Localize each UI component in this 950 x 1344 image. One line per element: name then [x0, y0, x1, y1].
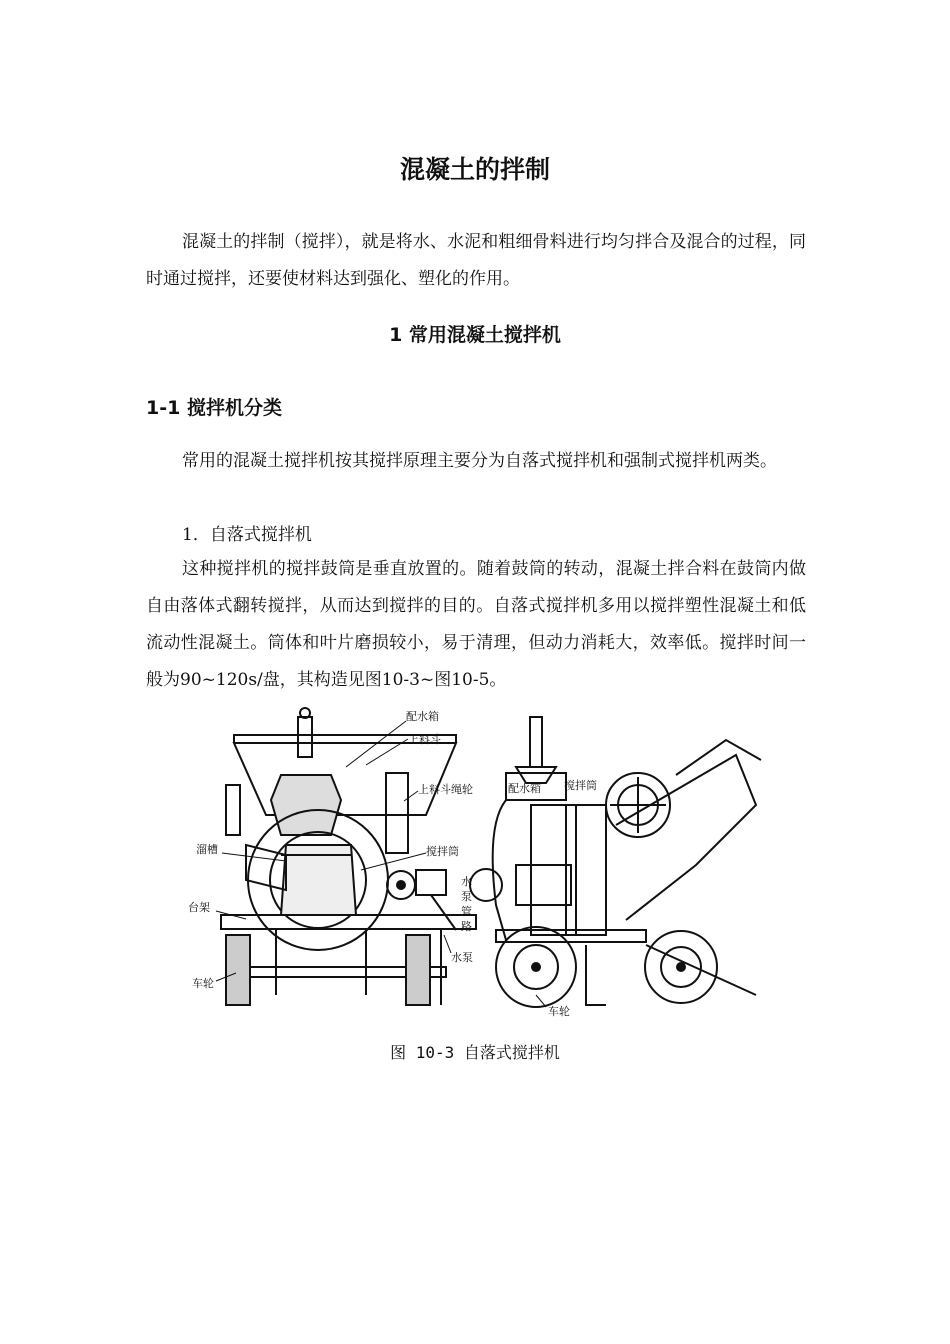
document-title: 混凝土的拌制	[399, 155, 550, 184]
label-hopper: 上料斗	[408, 733, 441, 746]
label-wheel-right: 车轮	[548, 1005, 570, 1018]
list-item-label: 1．自落式搅拌机	[182, 525, 312, 545]
label-wheel-left: 车轮	[192, 977, 214, 990]
label-water-tank-right: 配水箱	[508, 782, 541, 795]
label-chute: 溜槽	[196, 843, 218, 856]
classification-paragraph: 常用的混凝土搅拌机按其搅拌原理主要分为自落式搅拌机和强制式搅拌机两类。	[182, 451, 777, 471]
label-water-tank-left: 配水箱	[406, 710, 439, 723]
intro-paragraph: 混凝土的拌制（搅拌），就是将水、水泥和粗细骨料进行均匀拌合及混合的过程，同时通过搅拌，还要使材料达到强化、塑化的作用。	[146, 232, 806, 289]
free-fall-paragraph: 这种搅拌机的搅拌鼓筒是垂直放置的。随着鼓筒的转动，混凝土拌合料在鼓筒内做自由落体式翻转搅拌，从而达到搅拌的目的。自落式搅拌机多用以搅拌塑性混凝土和低流动性混凝土。筒体和叶片磨损较小，易于清理，但动力消耗大，效率低。搅拌时间一般为90~120s/盘，其构造见图10-3~图10-5。	[146, 559, 806, 690]
figure-caption: 图 10-3 自落式搅拌机	[390, 1043, 560, 1062]
label-rope-wheel: 上料斗绳轮	[418, 783, 473, 796]
label-pipe-3: 管	[461, 905, 472, 918]
label-pump: 水泵	[451, 951, 473, 964]
section-heading: 1 常用混凝土搅拌机	[389, 324, 561, 346]
label-drum-right: 搅拌筒	[564, 779, 597, 792]
mixer-figure	[186, 705, 766, 1025]
label-pipe-4: 路	[461, 920, 472, 933]
label-pipe-2: 泵	[461, 890, 472, 903]
label-frame: 台架	[188, 901, 210, 914]
label-pipe-1: 水	[461, 875, 472, 888]
subsection-heading: 1-1 搅拌机分类	[146, 397, 282, 419]
label-drum-left: 搅拌筒	[426, 845, 459, 858]
